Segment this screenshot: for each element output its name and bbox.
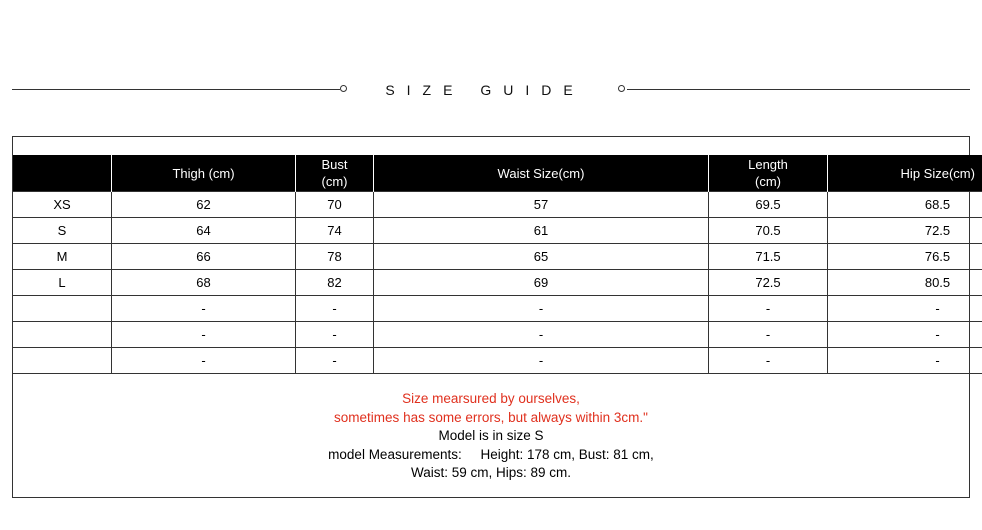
measurement-cell: 68 [112,270,296,296]
measurement-cell: - [709,322,828,348]
size-label-cell [13,348,112,374]
measurement-cell: 78 [296,244,374,270]
size-notes [12,390,970,483]
measurement-cell: - [112,296,296,322]
model-size-note: Model is in size S [438,428,544,443]
measurement-cell: 76.5 [828,244,982,270]
measurement-cell: 69 [374,270,709,296]
measurement-cell: 66 [112,244,296,270]
table-row [13,244,982,270]
page-title: SIZE GUIDE [385,82,585,98]
measurement-cell: 62 [112,192,296,218]
measurement-cell: 74 [296,218,374,244]
column-header-length: Length (cm) [709,155,828,192]
measurement-cell: 82 [296,270,374,296]
circle-icon [618,85,625,92]
model-measurements-cont: Waist: 59 cm, Hips: 89 cm. [410,465,572,480]
measurement-cell: - [828,296,982,322]
column-header-bust: Bust (cm) [296,155,374,192]
measurement-cell: - [374,348,709,374]
measurement-cell: 69.5 [709,192,828,218]
table-row [13,270,982,296]
table-row [13,322,982,348]
measurement-cell: 80.5 [828,270,982,296]
measurement-error-note: sometimes has some errors, but always within 3cm." [334,409,648,425]
size-label-cell: L [13,270,112,296]
table-row [13,218,982,244]
model-measurements: model Measurements: Height: 178 cm, Bust: 81 cm, [328,446,654,462]
header-divider-right [627,89,970,90]
size-label-cell: S [13,218,112,244]
measurement-cell: 72.5 [709,270,828,296]
measurement-cell: 64 [112,218,296,244]
measurement-cell: - [374,322,709,348]
table-row [13,192,982,218]
table-header-row [13,155,982,192]
measurement-cell: - [296,322,374,348]
measurement-cell: - [709,296,828,322]
measurement-cell: 68.5 [828,192,982,218]
column-header-size [13,155,112,192]
measurement-cell: - [112,322,296,348]
measurement-cell: - [112,348,296,374]
size-label-cell [13,296,112,322]
column-header-hip: Hip Size(cm) [828,155,982,192]
measurement-cell: 57 [374,192,709,218]
measurement-cell: - [296,348,374,374]
measurement-cell: - [828,322,982,348]
size-label-cell [13,322,112,348]
column-header-thigh: Thigh (cm) [112,155,296,192]
measurement-cell: 70 [296,192,374,218]
measurement-cell: - [828,348,982,374]
size-table [12,155,982,374]
measurement-disclaimer: Size mearsured by ourselves, [402,391,580,406]
measurement-cell: - [296,296,374,322]
size-label-cell: XS [13,192,112,218]
size-label-cell: M [13,244,112,270]
header-divider-left [12,89,340,90]
measurement-cell: 72.5 [828,218,982,244]
measurement-cell: 70.5 [709,218,828,244]
table-row [13,348,982,374]
measurement-cell: - [709,348,828,374]
size-guide-header [0,80,982,100]
circle-icon [340,85,347,92]
measurement-cell: 65 [374,244,709,270]
table-row [13,296,982,322]
measurement-cell: 71.5 [709,244,828,270]
measurement-cell: 61 [374,218,709,244]
measurement-cell: - [374,296,709,322]
column-header-waist: Waist Size(cm) [374,155,709,192]
